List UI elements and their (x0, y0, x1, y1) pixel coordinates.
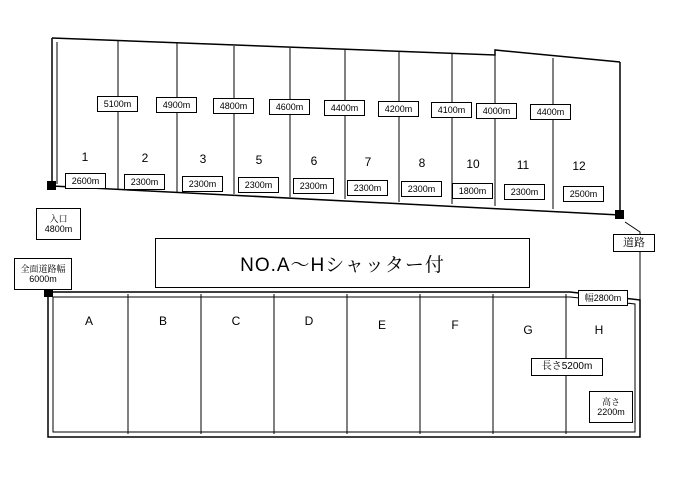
upper-stall-number-5: 5 (255, 153, 263, 167)
upper-width-label-3: 2300m (182, 176, 223, 192)
lower-height-label (589, 391, 633, 423)
upper-stall-number-11: 11 (516, 158, 530, 172)
upper-depth-label-5: 4400m (324, 100, 365, 116)
entrance-label-line2: 4800m (44, 224, 73, 234)
upper-lot-top-edge (52, 38, 620, 62)
upper-depth-label-7: 4100m (431, 102, 472, 118)
entrance-label (36, 208, 81, 240)
title-box: NO.A〜Hシャッター付 (155, 238, 530, 288)
upper-stall-number-1: 1 (81, 150, 89, 164)
upper-width-label-8: 2300m (401, 181, 442, 197)
upper-depth-label-9: 4400m (530, 104, 571, 120)
lower-stall-letter-c: C (231, 314, 241, 328)
upper-depth-label-2: 4900m (156, 97, 197, 113)
upper-depth-label-4: 4600m (269, 99, 310, 115)
entrance-label-line1: 入口 (49, 213, 68, 224)
lower-stall-letter-f: F (451, 318, 459, 332)
corner-marker-left (47, 181, 56, 190)
front-road-label-line1: 全面道路幅 (20, 263, 66, 274)
upper-width-label-7: 2300m (347, 180, 388, 196)
upper-width-label-1: 2600m (65, 173, 106, 189)
lower-height-label-line2: 2200m (597, 407, 625, 417)
upper-width-label-6: 2300m (293, 178, 334, 194)
lower-stall-letter-a: A (84, 314, 93, 328)
corner-marker-right (615, 210, 624, 219)
lower-width-label: 幅2800m (578, 290, 628, 306)
upper-depth-label-8: 4000m (476, 103, 517, 119)
lower-height-label-line1: 高さ (601, 396, 620, 407)
upper-stall-number-2: 2 (141, 151, 149, 165)
upper-width-label-12: 2500m (563, 186, 604, 202)
upper-stall-number-6: 6 (310, 154, 318, 168)
lower-stall-letter-g: G (523, 323, 533, 337)
lower-stall-letter-b: B (158, 314, 167, 328)
upper-depth-label-1: 5100m (97, 96, 138, 112)
lower-stall-letter-h: H (594, 323, 604, 337)
upper-depth-label-3: 4800m (213, 98, 254, 114)
upper-stall-number-10: 10 (466, 157, 480, 171)
upper-width-label-2: 2300m (124, 174, 165, 190)
lower-stall-letter-d: D (304, 314, 314, 328)
front-road-width-label (14, 258, 72, 290)
upper-stall-number-12: 12 (572, 159, 586, 173)
upper-stall-number-7: 7 (364, 155, 372, 169)
upper-stall-number-3: 3 (199, 152, 207, 166)
upper-stall-number-8: 8 (418, 156, 426, 170)
upper-width-label-11: 2300m (504, 184, 545, 200)
front-road-label-line2: 6000m (29, 274, 57, 284)
upper-width-label-10: 1800m (452, 183, 493, 199)
lower-stall-letter-e: E (377, 318, 386, 332)
lower-length-label: 長さ5200m (531, 358, 603, 376)
upper-depth-label-6: 4200m (378, 101, 419, 117)
road-label: 道路 (613, 234, 655, 252)
upper-width-label-5: 2300m (238, 177, 279, 193)
